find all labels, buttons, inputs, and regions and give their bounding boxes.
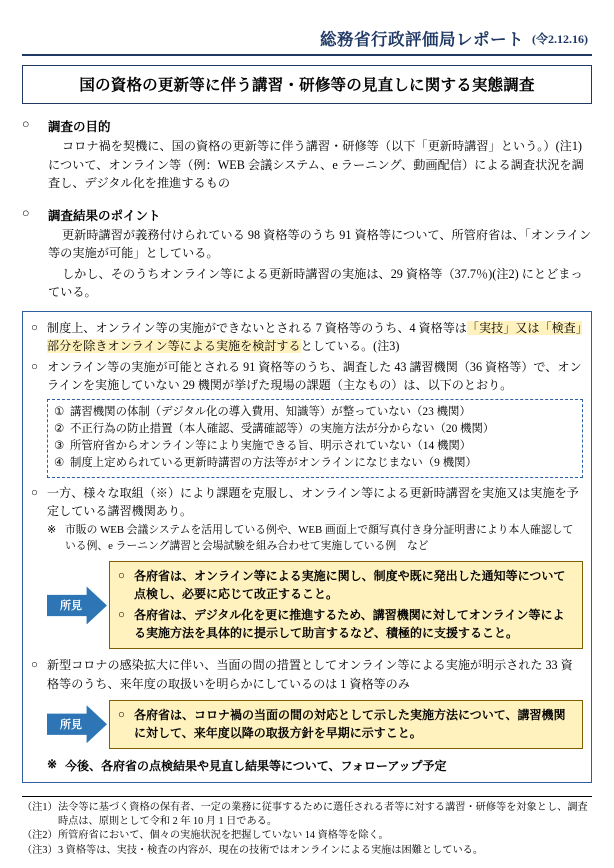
list-number: ① xyxy=(54,406,65,419)
section-results xyxy=(22,206,592,302)
details-box xyxy=(22,311,592,783)
finding-content xyxy=(109,700,583,749)
bullet-item xyxy=(31,484,583,520)
finding-arrow-label: 所見 xyxy=(60,600,82,613)
list-text: 制度上定められている更新時講習の方法等がオンラインになじまない（9 機関） xyxy=(70,457,477,470)
bullet-item xyxy=(31,319,583,355)
bullet-text: 一方、様々な取組（※）により課題を克服し、オンライン等による更新時講習を実施又は実施を予定している講習機関あり。 xyxy=(47,485,579,519)
finding-arrow xyxy=(47,700,109,749)
page-title: 国の資格の更新等に伴う講習・研修等の見直しに関する実態調査 xyxy=(79,77,535,94)
bullet-circle-icon: ○ xyxy=(31,321,38,334)
bullet-circle-icon: ○ xyxy=(118,570,125,583)
list-text: 所管府省からオンライン等により実施できる旨、明示されていない（14 機関） xyxy=(70,440,472,453)
footnote-mark: （注2） xyxy=(22,830,58,842)
asterisk-icon: ※ xyxy=(47,756,58,771)
main-title-box xyxy=(22,65,592,104)
finding-item xyxy=(118,567,574,603)
bullet-text xyxy=(47,319,583,355)
asterisk-icon: ※ xyxy=(47,524,57,537)
header-title: 総務省行政評価局レポート xyxy=(320,30,524,49)
footnote-mark: （注1） xyxy=(22,801,58,813)
section-purpose xyxy=(22,117,592,193)
section-purpose-body: コロナ禍を契機に、国の資格の更新等に伴う講習・研修等（以下「更新時講習」という。）(注1) について、オンライン等（例：WEB 会議システム、e ラーニング、動画配信）による調査状況を調査し、デジタル化を推進するもの xyxy=(48,139,584,191)
footnote-text: 所管府省において、個々の実施状況を把握していない 14 資格等を除く。 xyxy=(58,830,389,842)
list-text: 不正行為の防止措置（本人確認、受講確認等）の実施方法が分からない（20 機関） xyxy=(70,423,495,436)
finding-block-1 xyxy=(47,561,583,649)
bullet-circle-icon: ○ xyxy=(31,659,38,672)
footnotes xyxy=(22,796,592,858)
list-text: 講習機関の体制（デジタル化の導入費用、知識等）が整っていない（23 機関） xyxy=(70,406,471,419)
finding-block-2 xyxy=(47,700,583,749)
bullet-item xyxy=(31,358,583,394)
section-purpose-head xyxy=(22,117,592,135)
list-number: ④ xyxy=(54,457,65,470)
list-number: ③ xyxy=(54,440,65,453)
list-number: ② xyxy=(54,423,65,436)
bullet-text: 新型コロナの感染拡大に伴い、当面の間の措置としてオンライン等による実施が明示された 33 資格等のうち、来年度の取扱いを明らかにしているのは 1 資格等のみ xyxy=(47,658,573,691)
finding-arrow xyxy=(47,561,109,649)
footnote-mark: （注3） xyxy=(22,844,58,856)
bullet-circle-icon: ○ xyxy=(31,486,38,499)
list-item xyxy=(54,404,576,421)
finding-text: 各府省は、デジタル化を更に推進するため、講習機関に対してオンライン等による実施方法を具体的に提示して助言するなど、積極的に支援すること。 xyxy=(134,608,565,641)
section-results-body1: 更新時講習が義務付けられている 98 資格等のうち 91 資格等について、所管府省は、「オンライン等の実施が可能」としている。 xyxy=(48,227,592,261)
bullet-text: オンライン等の実施が可能とされる 91 資格等のうち、調査した 43 講習機関（36 資格等）で、オンラインを実施していない 29 機関が挙げた現場の課題（主なもの）は、以下のとおり。 xyxy=(47,360,582,393)
bullet-circle-icon: ○ xyxy=(31,361,38,374)
footnote-text: 3 資格等は、実技・検査の内容が、現在の技術ではオンラインによる実施は困難としている。 xyxy=(58,844,484,856)
section-results-title: 調査結果のポイント xyxy=(48,208,161,223)
bullet-circle-icon: ○ xyxy=(118,609,125,622)
header-date: (令2.12.16) xyxy=(532,31,588,46)
finding-text: 各府省は、オンライン等による実施に関し、制度や既に発出した通知等について点検し、必要に応じて改正すること。 xyxy=(134,569,566,602)
finding-content xyxy=(109,561,583,649)
section-marker-icon: ○ xyxy=(22,117,30,131)
bullet1-post: としている。(注3) xyxy=(300,338,400,353)
finding-text: 各府省は、コロナ禍の当面の間の対応として示した実施方法について、講習機関に対して、来年度以降の取扱方針を早期に示すこと。 xyxy=(134,707,566,740)
footnote-text: 法令等に基づく資格の保有者、一定の業務に従事するために選任される者等に対する講習・研修等を対象とし、調査時点は、原則として令和 2 年 10 月 1 日である。 xyxy=(58,801,588,828)
issues-list xyxy=(47,399,583,478)
footnote-item xyxy=(22,801,592,830)
followup-note xyxy=(47,757,583,774)
section-marker-icon: ○ xyxy=(22,205,30,220)
bullet1-highlight: 「実技」又は「検査」部分を除きオンライン等による実施を検討する xyxy=(47,320,582,353)
bullet-circle-icon: ○ xyxy=(118,708,125,721)
list-item xyxy=(54,421,576,438)
footnote-item xyxy=(22,829,592,843)
footnote-item xyxy=(22,844,592,858)
section-results-body2: しかし、そのうちオンライン等による更新時講習の実施は、29 資格等（37.7％)(注2) にとどまっている。 xyxy=(48,266,583,300)
section-results-head xyxy=(22,206,592,224)
list-item xyxy=(54,438,576,455)
finding-item xyxy=(118,606,574,642)
followup-text: 今後、各府省の点検結果や見直し結果等について、フォローアップ予定 xyxy=(65,758,447,773)
supplementary-note xyxy=(47,523,583,554)
page-header xyxy=(22,26,592,56)
supplementary-note-text: 市販の WEB 会議システムを活用している例や、WEB 画面上で顔写真付き身分証明書により本人確認している例、e ラーニング講習と会場試験を組み合わせて実施している例 など xyxy=(65,524,574,552)
list-item xyxy=(54,455,576,472)
section-purpose-title: 調査の目的 xyxy=(48,120,111,134)
finding-arrow-label: 所見 xyxy=(60,719,82,732)
bullet-item xyxy=(31,656,583,692)
finding-item xyxy=(118,706,574,742)
bullet1-pre: 制度上、オンライン等の実施ができないとされる 7 資格等のうち、4 資格等は xyxy=(47,320,467,335)
